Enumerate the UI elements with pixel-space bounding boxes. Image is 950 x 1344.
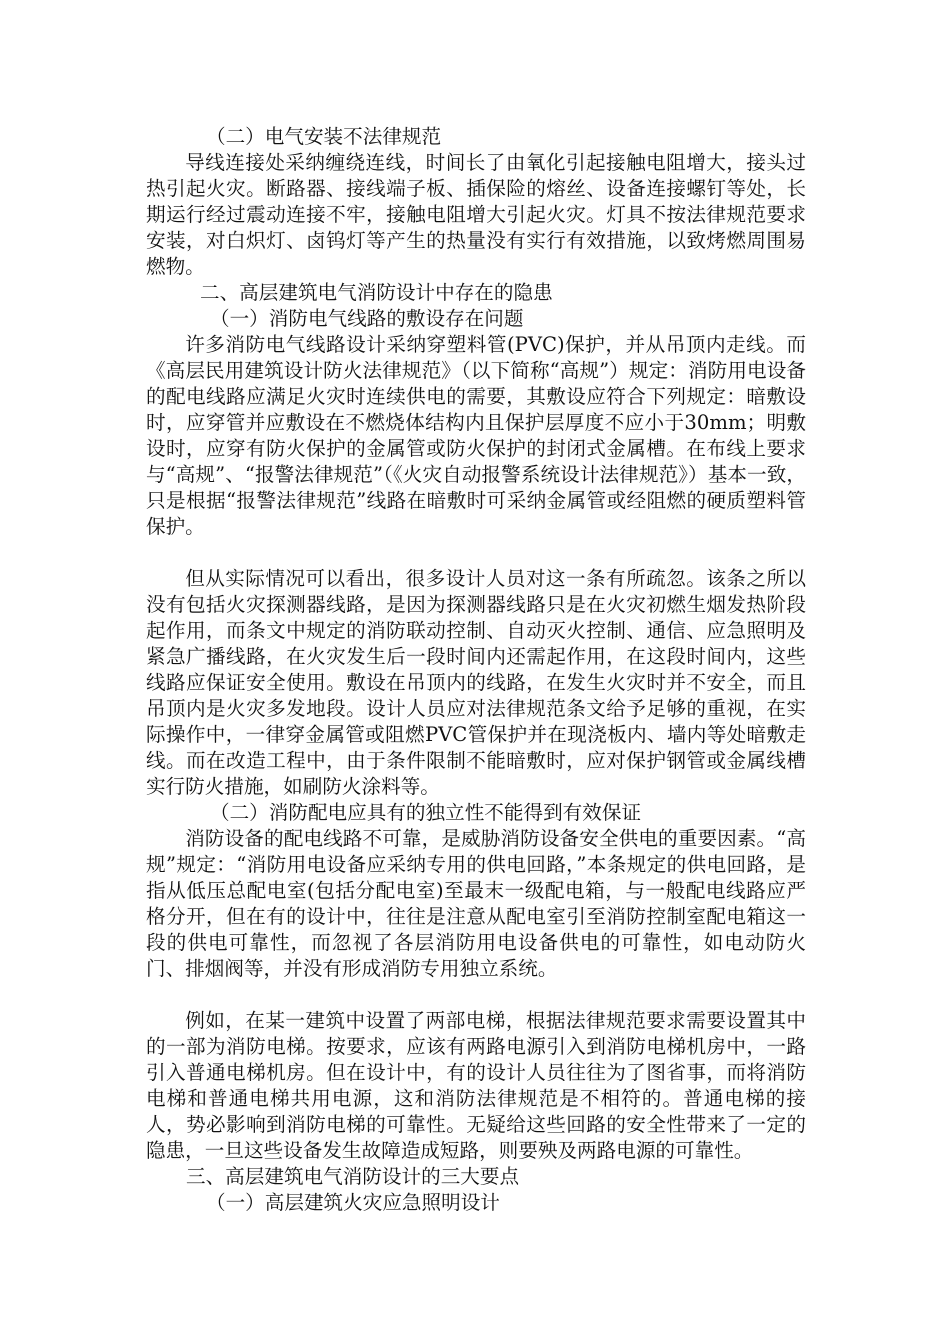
section-subheading-power-independence: （二）消防配电应具有的独立性不能得到有效保证 bbox=[210, 801, 642, 824]
paragraph-dedicated-circuit: 消防设备的配电线路不可靠，是威胁消防设备安全供电的重要因素。“高规”规定：“消防用电设备应采纳专用的供电回路，”本条规定的供电回路，是指从低压总配电室(包括分配电室)至最末一级配电箱，与一般配电线路应严格分开，但在有的设计中，往往是注意从配电室引至消防控制室配电箱这一段的供电可靠性，而忽视了各层消防用电设备供电的可靠性，如电动防火门、排烟阀等，并没有形成消防专用独立系统。 bbox=[146, 827, 806, 980]
section-subheading-electrical-installation: （二）电气安装不法律规范 bbox=[206, 125, 442, 148]
section-subheading-emergency-lighting: （一）高层建筑火灾应急照明设计 bbox=[206, 1191, 500, 1214]
section-subheading-line-laying: （一）消防电气线路的敷设存在问题 bbox=[210, 307, 524, 330]
paragraph-wiring-connections: 导线连接处采纳缠绕连线，时间长了由氧化引起接触电阻增大，接头过热引起火灾。断路器、接线端子板、插保险的熔丝、设备连接螺钉等处，长期运行经过震动连接不牢，接触电阻增大引起火灾。灯具不按法律规范要求安装，对白炽灯、卤钨灯等产生的热量没有实行有效措施，以致烤燃周围易燃物。 bbox=[146, 151, 806, 278]
section-heading-three-key-points: 三、高层建筑电气消防设计的三大要点 bbox=[186, 1165, 520, 1188]
paragraph-pvc-protection: 许多消防电气线路设计采纳穿塑料管(PVC)保护，并从吊顶内走线。而《高层民用建筑设计防火法律规范》（以下简称“高规”）规定：消防用电设备的配电线路应满足火灾时连续供电的需要，其敷设应符合下列规定：暗敷设时，应穿管并应敷设在不燃烧体结构内且保护层厚度不应小于30mm；明敷设时，应穿有防火保护的金属管或防火保护的封闭式金属槽。在布线上要求与“高规”、“报警法律规范”（《火灾自动报警系统设计法律规范》）基本一致，只是根据“报警法律规范”线路在暗敷时可采纳金属管或经阻燃的硬质塑料管保护。 bbox=[146, 333, 806, 538]
paragraph-elevator-example: 例如，在某一建筑中设置了两部电梯，根据法律规范要求需要设置其中的一部为消防电梯。按要求，应该有两路电源引入到消防电梯机房中，一路引入普通电梯机房。但在设计中，有的设计人员往往为了图省事，而将消防电梯和普通电梯共用电源，这和消防法律规范是不相符的。普通电梯的接人，势必影响到消防电梯的可靠性。无疑给这些回路的安全性带来了一定的隐患，一旦这些设备发生故障造成短路，则要殃及两路电源的可靠性。 bbox=[146, 1009, 806, 1162]
section-heading-fire-hazards: 二、高层建筑电气消防设计中存在的隐患 bbox=[200, 281, 553, 304]
paragraph-designer-oversight: 但从实际情况可以看出，很多设计人员对这一条有所疏忽。该条之所以没有包括火灾探测器线路，是因为探测器线路只是在火灾初燃生烟发热阶段起作用，而条文中规定的消防联动控制、自动灭火控制、通信、应急照明及紧急广播线路，在火灾发生后一段时间内还需起作用，在这段时间内，这些线路应保证安全使用。敷设在吊顶内的线路，在发生火灾时并不安全，而且吊顶内是火灾多发地段。设计人员应对法律规范条文给予足够的重视，在实际操作中，一律穿金属管或阻燃PVC管保护并在现浇板内、墙内等处暗敷走线。而在改造工程中，由于条件限制不能暗敷时，应对保护钢管或金属线槽实行防火措施，如刷防火涂料等。 bbox=[146, 567, 806, 798]
